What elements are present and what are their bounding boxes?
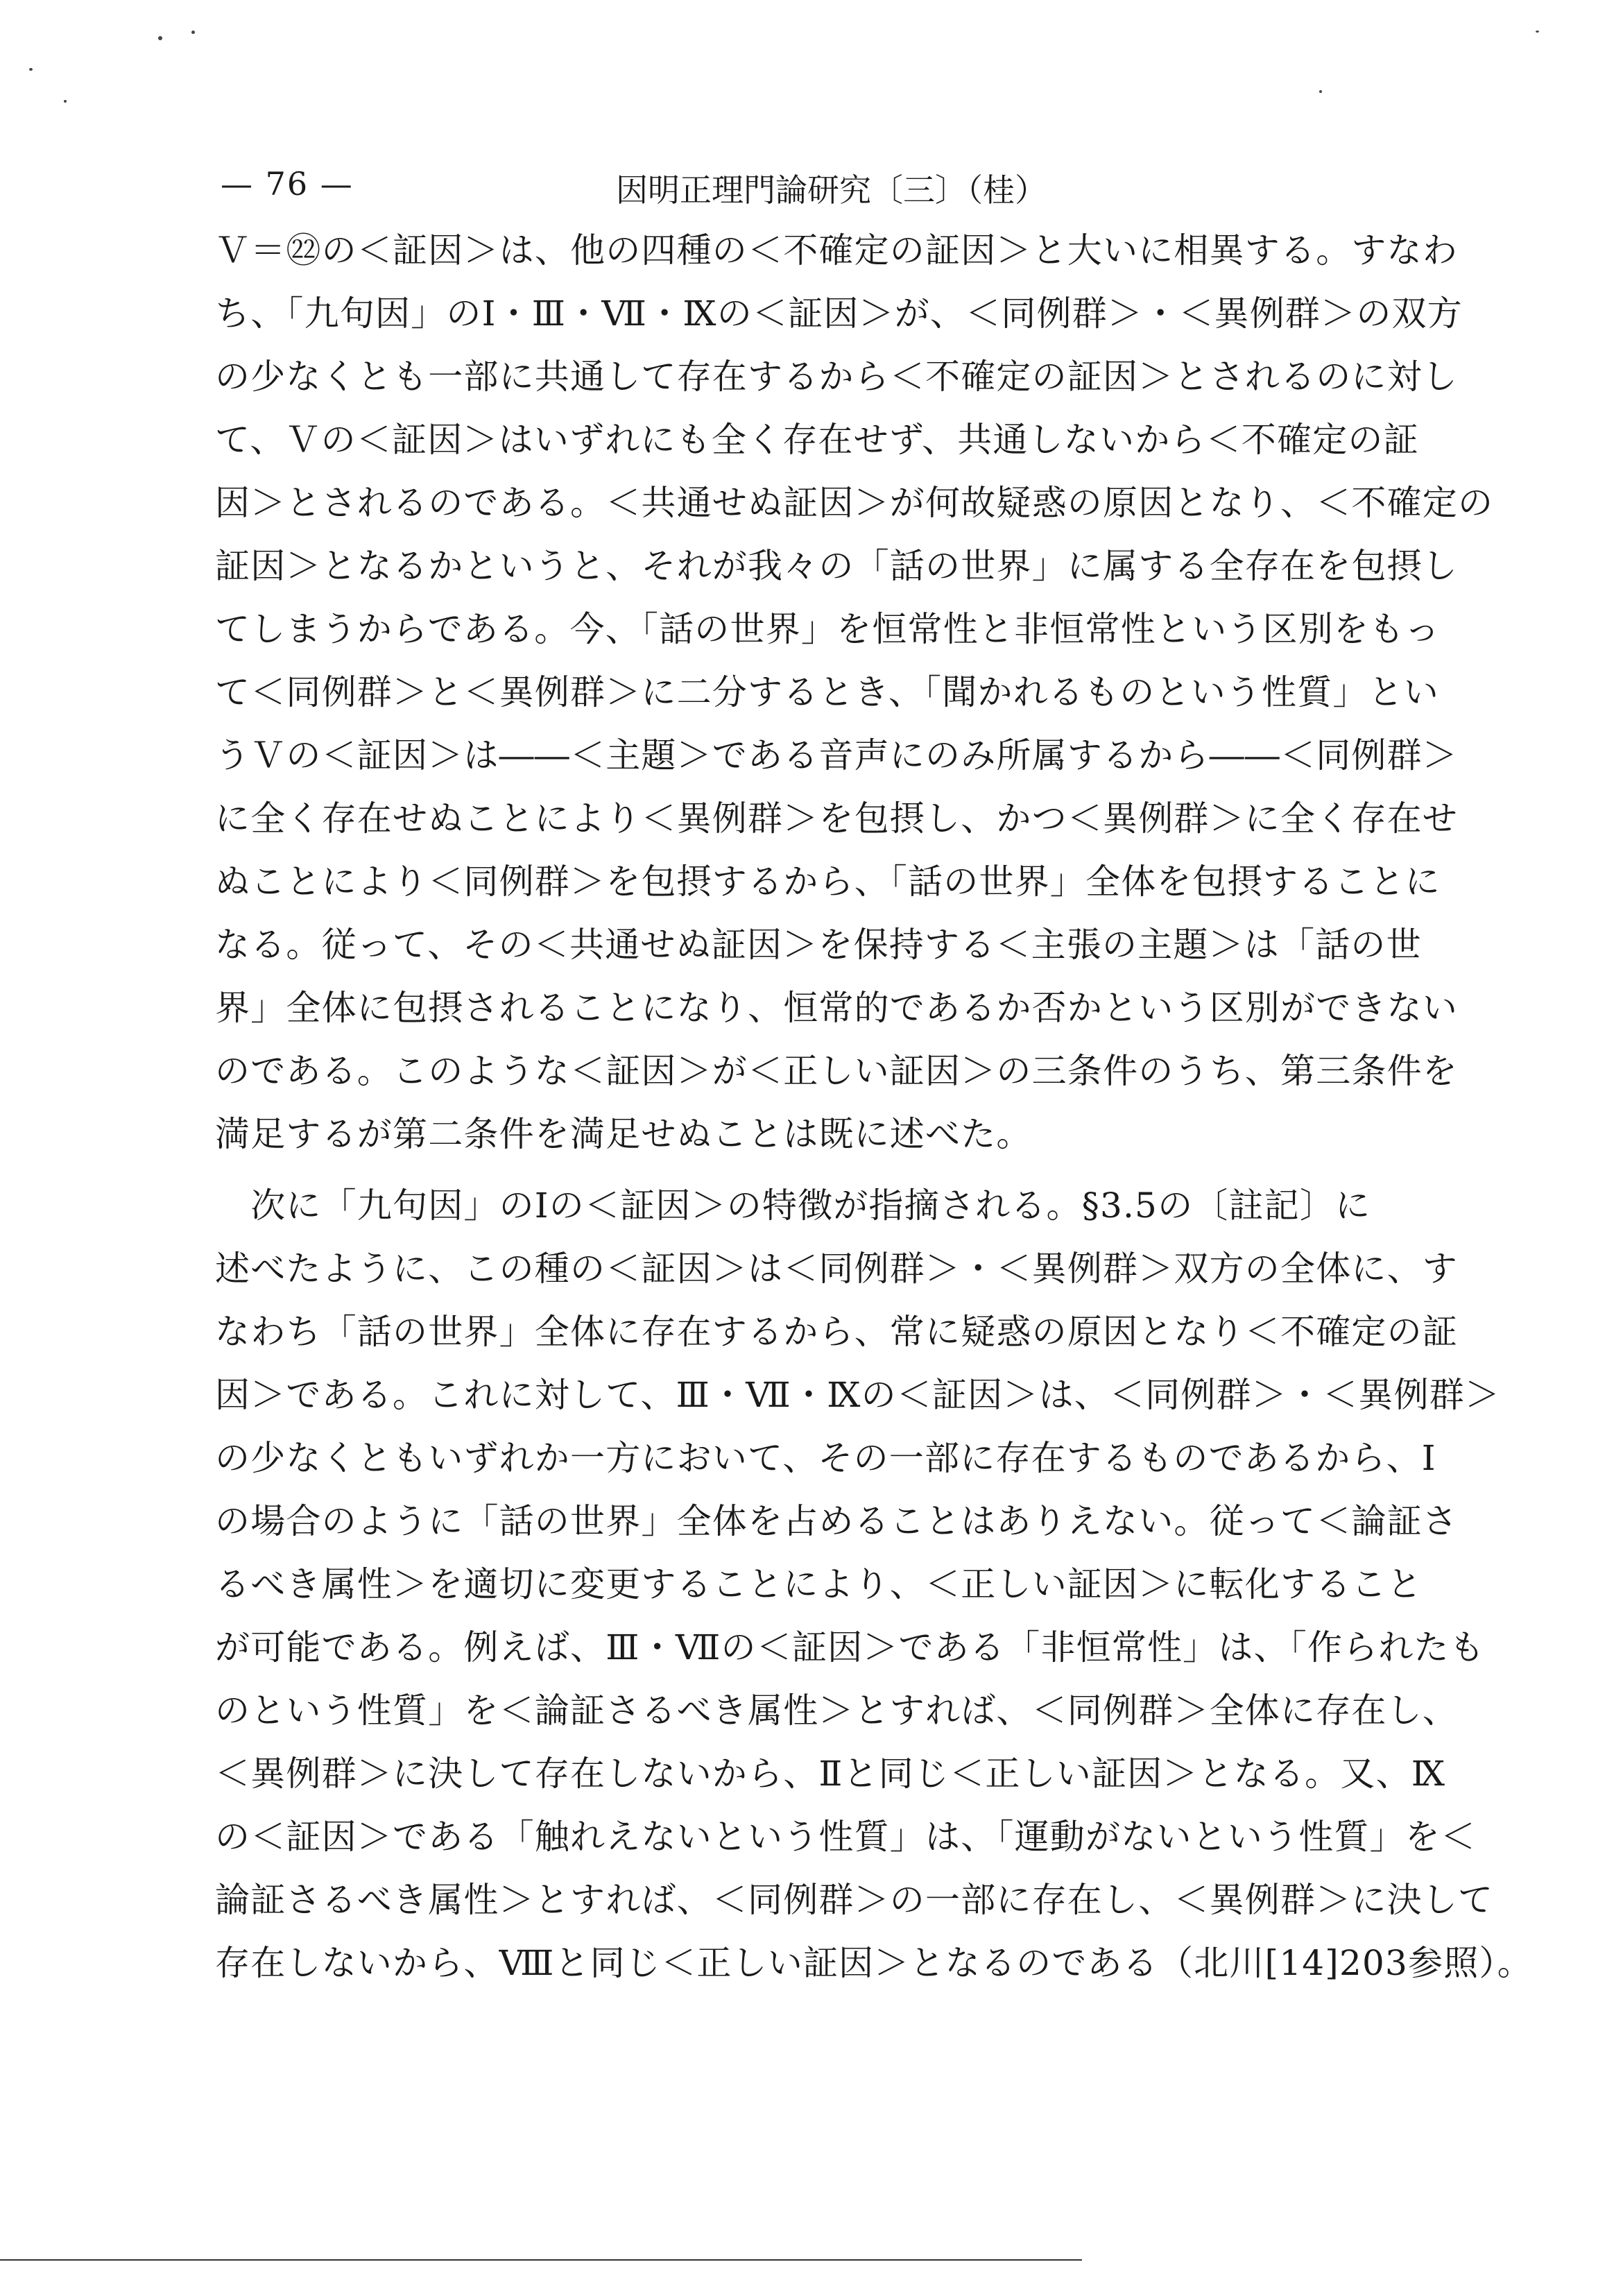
scan-speck (1319, 90, 1322, 93)
text-line: 存在しないから、Ⅷと同じ＜正しい証因＞となるのである（北川[14]203参照）。 (215, 1943, 1533, 1983)
text-line: 満足するが第二条件を満足せぬことは既に述べた。 (215, 1114, 1032, 1154)
text-line: の少なくとも一部に共通して存在するから＜不確定の証因＞とされるのに対し (215, 357, 1458, 397)
text-line: てしまうからである。今、「話の世界」を恒常性と非恒常性という区別をもっ (215, 609, 1441, 649)
text-line: るべき属性＞を適切に変更することにより、＜正しい証因＞に転化すること (215, 1564, 1423, 1604)
text-line: 証因＞となるかというと、それが我々の「話の世界」に属する全存在を包摂し (215, 546, 1458, 586)
text-line: うＶの＜証因＞は――＜主題＞である音声にのみ所属するから――＜同例群＞ (215, 735, 1458, 776)
running-title: 因明正理門論研究〔三〕（桂） (616, 171, 1047, 209)
text-line: に全く存在せぬことにより＜異例群＞を包摂し、かつ＜異例群＞に全く存在せ (215, 798, 1458, 839)
text-line: て＜同例群＞と＜異例群＞に二分するとき、「聞かれるものという性質」とい (215, 672, 1439, 712)
page-number: — 76 — (221, 165, 354, 203)
text-line: なる。従って、その＜共通せぬ証因＞を保持する＜主張の主題＞は「話の世 (215, 925, 1422, 965)
paragraph-1 (215, 219, 1494, 1166)
text-line: 論証さるべき属性＞とすれば、＜同例群＞の一部に存在し、＜異例群＞に決して (215, 1880, 1494, 1920)
scan-speck (64, 100, 67, 103)
text-line: て、Ｖの＜証因＞はいずれにも全く存在せず、共通しないから＜不確定の証 (215, 420, 1419, 460)
paragraph-2 (215, 1174, 1533, 1995)
scan-speck (191, 31, 195, 34)
text-line: が可能である。例えば、Ⅲ・Ⅶの＜証因＞である「非恒常性」は、「作られたも (215, 1627, 1485, 1668)
text-line: のという性質」を＜論証さるべき属性＞とすれば、＜同例群＞全体に存在し、 (215, 1690, 1458, 1731)
text-line: の場合のように「話の世界」全体を占めることはありえない。従って＜論証さ (215, 1501, 1458, 1541)
text-line: Ｖ＝㉒の＜証因＞は、他の四種の＜不確定の証因＞と大いに相異する。すなわ (215, 230, 1458, 271)
text-line: の＜証因＞である「触れえないという性質」は、「運動がないという性質」を＜ (215, 1817, 1477, 1857)
scan-speck (158, 36, 162, 40)
text-line: 次に「九句因」のⅠの＜証因＞の特徴が指摘される。§3.5の〔註記〕に (215, 1185, 1371, 1226)
bottom-rule (0, 2259, 1082, 2261)
text-line: ち、「九句因」のⅠ・Ⅲ・Ⅶ・Ⅸの＜証因＞が、＜同例群＞・＜異例群＞の双方 (215, 293, 1463, 334)
text-line: なわち「話の世界」全体に存在するから、常に疑惑の原因となり＜不確定の証 (215, 1312, 1458, 1352)
paragraph-gap (215, 1166, 1429, 1174)
text-line: 界」全体に包摂されることになり、恒常的であるか否かという区別ができない (215, 988, 1458, 1028)
text-line: ＜異例群＞に決して存在しないから、Ⅱと同じ＜正しい証因＞となる。又、Ⅸ (215, 1754, 1446, 1794)
scan-speck (29, 68, 33, 71)
scan-speck (1536, 31, 1539, 33)
text-line: の少なくともいずれか一方において、その一部に存在するものであるから、Ⅰ (215, 1438, 1436, 1478)
body-text (215, 219, 1533, 1995)
text-line: ぬことにより＜同例群＞を包摂するから、「話の世界」全体を包摂することに (215, 862, 1441, 902)
text-line: 因＞である。これに対して、Ⅲ・Ⅶ・Ⅸの＜証因＞は、＜同例群＞・＜異例群＞ (215, 1375, 1501, 1415)
text-line: 述べたように、この種の＜証因＞は＜同例群＞・＜異例群＞双方の全体に、す (215, 1249, 1458, 1289)
text-line: 因＞とされるのである。＜共通せぬ証因＞が何故疑惑の原因となり、＜不確定の (215, 483, 1494, 523)
text-line: のである。このような＜証因＞が＜正しい証因＞の三条件のうち、第三条件を (215, 1051, 1458, 1091)
